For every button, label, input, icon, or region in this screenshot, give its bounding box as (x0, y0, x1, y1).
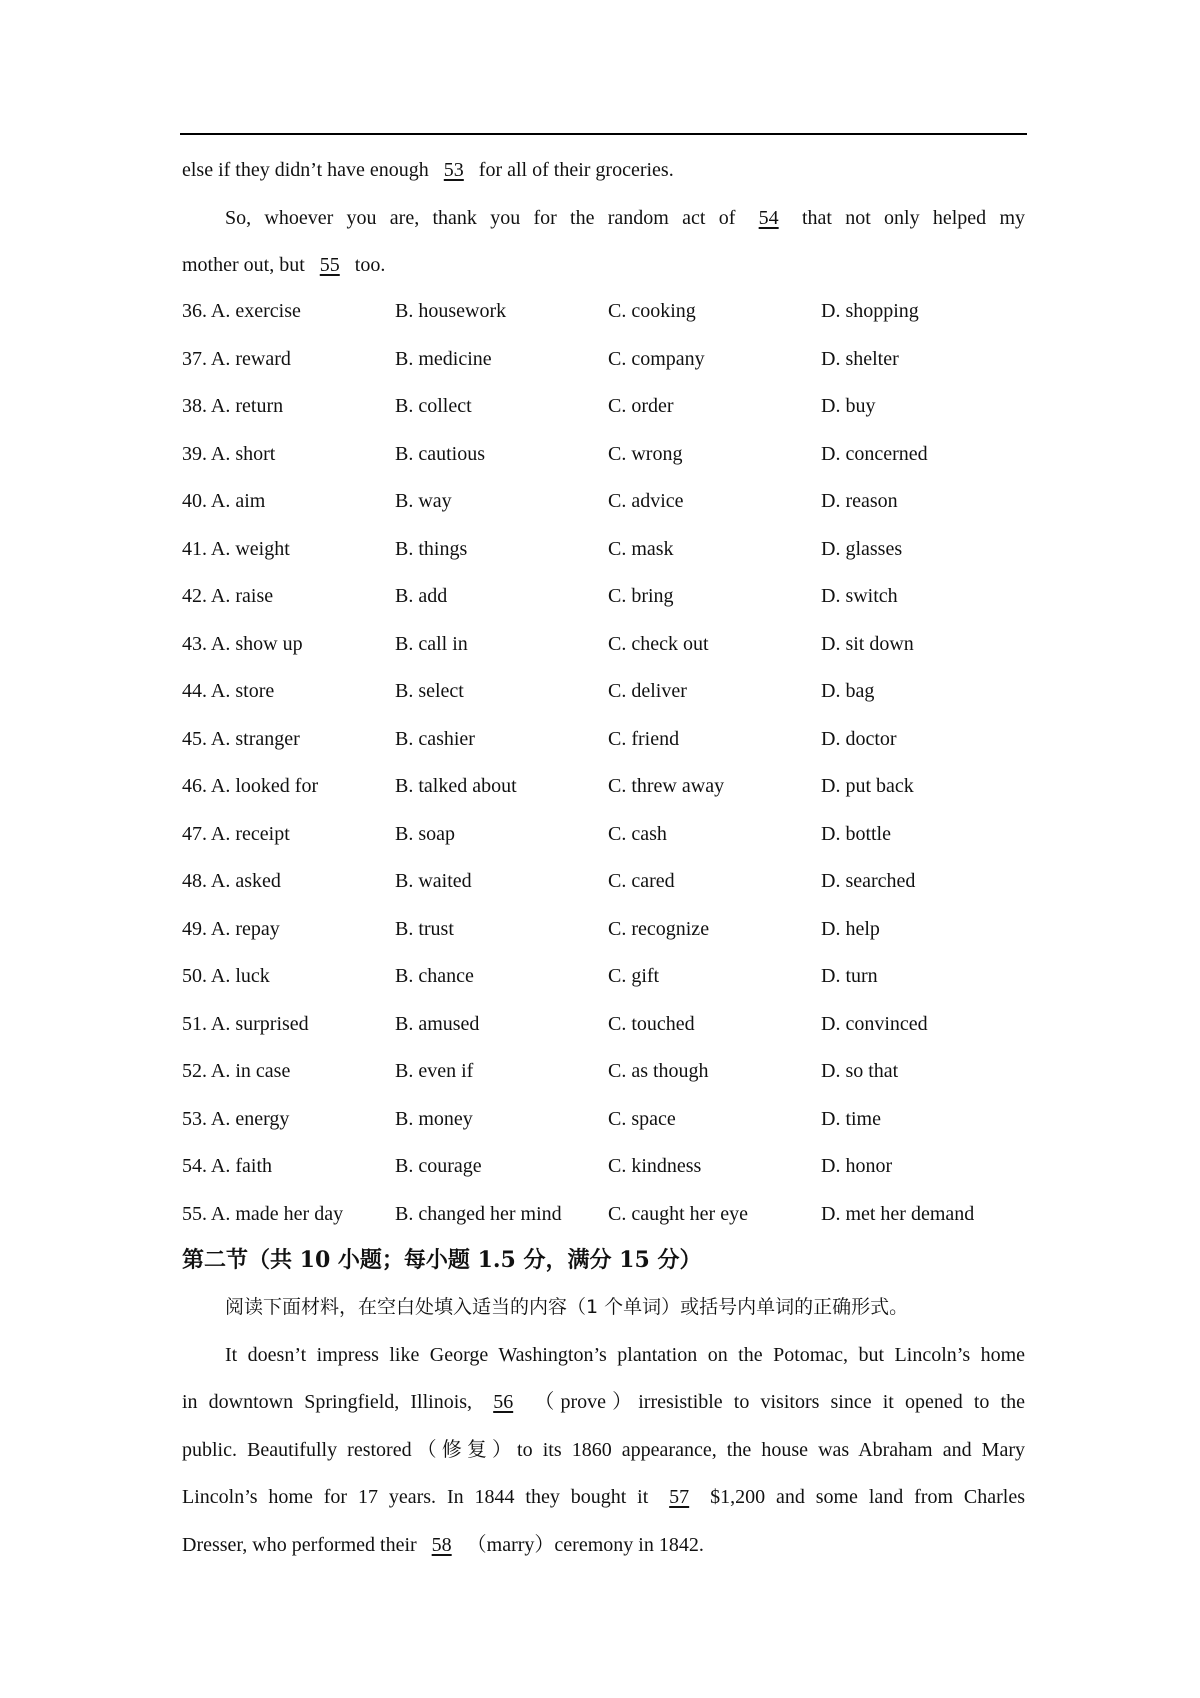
option-a: A. show up (210, 632, 303, 655)
option-d: D. met her demand (821, 1202, 975, 1225)
option-number-and-a (182, 1001, 309, 1049)
option-b: B. select (395, 680, 464, 702)
option-row (182, 288, 1025, 336)
question-number: 38. (182, 395, 207, 417)
option-row (182, 1001, 1025, 1049)
question-number: 36. (182, 300, 207, 322)
text-segment: Lincoln’s home for 17 years. In 1844 they bought it (182, 1486, 660, 1508)
answer-blank-54: 54 (758, 206, 779, 229)
option-number-and-a (182, 288, 301, 336)
text-segment: public. Beautifully restored（修复）to its 1860 appearance, the house was Abraham and Mary (182, 1438, 1025, 1461)
option-number-and-a (182, 906, 280, 954)
question-number: 39. (182, 442, 207, 465)
option-c: C. deliver (608, 680, 687, 702)
option-c: C. bring (608, 585, 674, 607)
option-b: B. collect (395, 395, 472, 417)
option-c: C. advice (608, 490, 684, 512)
option-b: B. courage (395, 1155, 482, 1177)
option-row (182, 336, 1025, 384)
passage-line (182, 147, 1025, 195)
passage-line (182, 195, 1025, 243)
header-rule (180, 133, 1027, 135)
option-row (182, 906, 1025, 954)
text-segment: in downtown Springfield, Illinois, (182, 1391, 484, 1413)
answer-blank-53: 53 (443, 159, 464, 181)
option-number-and-a (182, 1191, 343, 1239)
option-c: C. recognize (608, 917, 710, 940)
option-row (182, 953, 1025, 1001)
question-number: 53. (182, 1107, 207, 1130)
option-number-and-a (182, 668, 274, 716)
text-segment: for all of their groceries. (473, 159, 674, 181)
option-number-and-a (182, 1096, 289, 1144)
text-segment: mother out, but (182, 254, 310, 276)
option-b: B. waited (395, 870, 472, 892)
option-a: A. exercise (210, 300, 301, 322)
option-number-and-a (182, 336, 291, 384)
answer-blank-58: 58 (431, 1533, 452, 1556)
option-a: A. short (210, 442, 276, 465)
option-number-and-a (182, 763, 318, 811)
text-segment: else if they didn’t have enough (182, 159, 434, 181)
option-d: D. convinced (821, 1012, 928, 1035)
option-a: A. receipt (210, 822, 290, 845)
option-c: C. threw away (608, 775, 725, 797)
passage-line (182, 1522, 1025, 1570)
option-c: C. wrong (608, 442, 683, 465)
question-number: 51. (182, 1012, 207, 1035)
option-b: B. money (395, 1107, 473, 1130)
text-segment: $1,200 and some land from Charles (710, 1486, 1025, 1508)
option-b: B. way (395, 490, 452, 512)
option-row (182, 1048, 1025, 1096)
option-b: B. add (395, 585, 448, 607)
option-a: A. made her day (210, 1202, 344, 1225)
passage-line (182, 1332, 1025, 1380)
option-a: A. weight (210, 537, 290, 560)
option-number-and-a (182, 431, 275, 479)
option-c: C. kindness (608, 1155, 702, 1177)
text-segment: that not only helped my (801, 206, 1025, 229)
option-d: D. time (821, 1107, 881, 1130)
option-d: D. so that (821, 1060, 899, 1082)
option-row (182, 668, 1025, 716)
option-b: B. housework (395, 300, 507, 322)
option-a: A. store (210, 680, 275, 702)
option-c: C. friend (608, 727, 680, 750)
option-c: C. check out (608, 632, 709, 655)
question-number: 42. (182, 585, 207, 607)
option-row (182, 716, 1025, 764)
option-number-and-a (182, 953, 270, 1001)
option-d: D. glasses (821, 537, 903, 560)
option-c: C. cooking (608, 300, 696, 322)
option-row (182, 1143, 1025, 1191)
question-number: 46. (182, 775, 207, 797)
option-a: A. asked (210, 870, 281, 892)
question-number: 47. (182, 822, 207, 845)
option-row (182, 763, 1025, 811)
option-d: D. turn (821, 965, 878, 987)
option-number-and-a (182, 526, 290, 574)
option-row (182, 431, 1025, 479)
option-row (182, 478, 1025, 526)
option-d: D. honor (821, 1155, 893, 1177)
question-number: 45. (182, 727, 207, 750)
option-c: C. cash (608, 822, 667, 845)
section2-passage (182, 1284, 1025, 1569)
question-number: 52. (182, 1060, 207, 1082)
option-a: A. raise (210, 585, 274, 607)
question-number: 54. (182, 1155, 207, 1177)
option-b: B. call in (395, 632, 468, 655)
option-a: A. luck (210, 965, 270, 987)
text-segment: too. (349, 254, 386, 276)
option-d: D. switch (821, 585, 898, 607)
option-d: D. reason (821, 490, 898, 512)
text-segment: Dresser, who performed their (182, 1533, 422, 1556)
option-a: A. energy (210, 1107, 290, 1130)
passage-line (182, 1427, 1025, 1475)
answer-blank-56: 56 (493, 1391, 514, 1413)
text-segment: （prove）irresistible to visitors since it opened to the (534, 1391, 1025, 1413)
option-a: A. stranger (210, 727, 300, 750)
text-segment: It doesn’t impress like George Washington’s plantation on the Potomac, but Lincoln’s home (225, 1343, 1025, 1366)
option-b: B. cautious (395, 442, 485, 465)
option-c: C. touched (608, 1012, 695, 1035)
text-segment: So, whoever you are, thank you for the random act of (225, 206, 749, 229)
option-a: A. repay (210, 917, 280, 940)
passage-line (182, 1379, 1025, 1427)
option-c: C. mask (608, 537, 674, 560)
option-c: C. cared (608, 870, 675, 892)
section-heading: 第二节（共 10 小题；每小题 1.5 分，满分 15 分） (182, 1247, 702, 1273)
option-c: C. caught her eye (608, 1202, 748, 1225)
question-number: 48. (182, 870, 207, 892)
option-b: B. medicine (395, 347, 492, 370)
options-list (182, 288, 1025, 1238)
option-a: A. looked for (210, 775, 319, 797)
option-b: B. amused (395, 1012, 480, 1035)
option-d: D. bag (821, 680, 875, 702)
option-b: B. chance (395, 965, 474, 987)
question-number: 55. (182, 1202, 207, 1225)
option-a: A. reward (210, 347, 291, 370)
option-a: A. faith (210, 1155, 272, 1177)
option-d: D. bottle (821, 822, 891, 845)
question-number: 37. (182, 347, 207, 370)
answer-blank-57: 57 (669, 1486, 690, 1508)
option-number-and-a (182, 621, 303, 669)
option-d: D. shelter (821, 347, 899, 370)
option-b: B. changed her mind (395, 1202, 562, 1225)
option-number-and-a (182, 716, 300, 764)
passage-top (182, 147, 1025, 290)
option-row (182, 573, 1025, 621)
option-row (182, 383, 1025, 431)
option-d: D. sit down (821, 632, 914, 655)
option-c: C. order (608, 395, 674, 417)
question-number: 40. (182, 490, 207, 512)
option-number-and-a (182, 858, 281, 906)
option-number-and-a (182, 1143, 272, 1191)
instruction-line: 阅读下面材料，在空白处填入适当的内容（1 个单词）或括号内单词的正确形式。 (225, 1296, 909, 1318)
option-row (182, 1191, 1025, 1239)
option-d: D. put back (821, 775, 914, 797)
answer-blank-55: 55 (319, 254, 340, 276)
option-d: D. doctor (821, 727, 897, 750)
option-row (182, 858, 1025, 906)
option-c: C. as though (608, 1060, 709, 1082)
option-c: C. space (608, 1107, 676, 1130)
option-b: B. soap (395, 822, 455, 845)
question-number: 44. (182, 680, 207, 702)
option-d: D. searched (821, 870, 916, 892)
option-number-and-a (182, 573, 273, 621)
option-number-and-a (182, 478, 265, 526)
option-a: A. surprised (210, 1012, 309, 1035)
option-row (182, 621, 1025, 669)
option-a: A. aim (210, 490, 266, 512)
option-b: B. things (395, 537, 468, 560)
option-number-and-a (182, 383, 283, 431)
question-number: 49. (182, 917, 207, 940)
passage-line (182, 1474, 1025, 1522)
option-number-and-a (182, 811, 290, 859)
option-a: A. in case (210, 1060, 291, 1082)
question-number: 50. (182, 965, 207, 987)
option-row (182, 811, 1025, 859)
question-number: 41. (182, 537, 207, 560)
option-b: B. trust (395, 917, 454, 940)
option-row (182, 1096, 1025, 1144)
option-a: A. return (210, 395, 284, 417)
option-row (182, 526, 1025, 574)
option-d: D. concerned (821, 442, 928, 465)
option-d: D. help (821, 917, 880, 940)
option-b: B. even if (395, 1060, 474, 1082)
option-b: B. cashier (395, 727, 475, 750)
option-d: D. buy (821, 395, 876, 417)
option-c: C. company (608, 347, 705, 370)
option-b: B. talked about (395, 775, 517, 797)
option-c: C. gift (608, 965, 660, 987)
option-number-and-a (182, 1048, 290, 1096)
passage-line (182, 242, 1025, 290)
option-d: D. shopping (821, 300, 919, 322)
text-segment: （marry）ceremony in 1842. (461, 1533, 704, 1556)
question-number: 43. (182, 632, 207, 655)
